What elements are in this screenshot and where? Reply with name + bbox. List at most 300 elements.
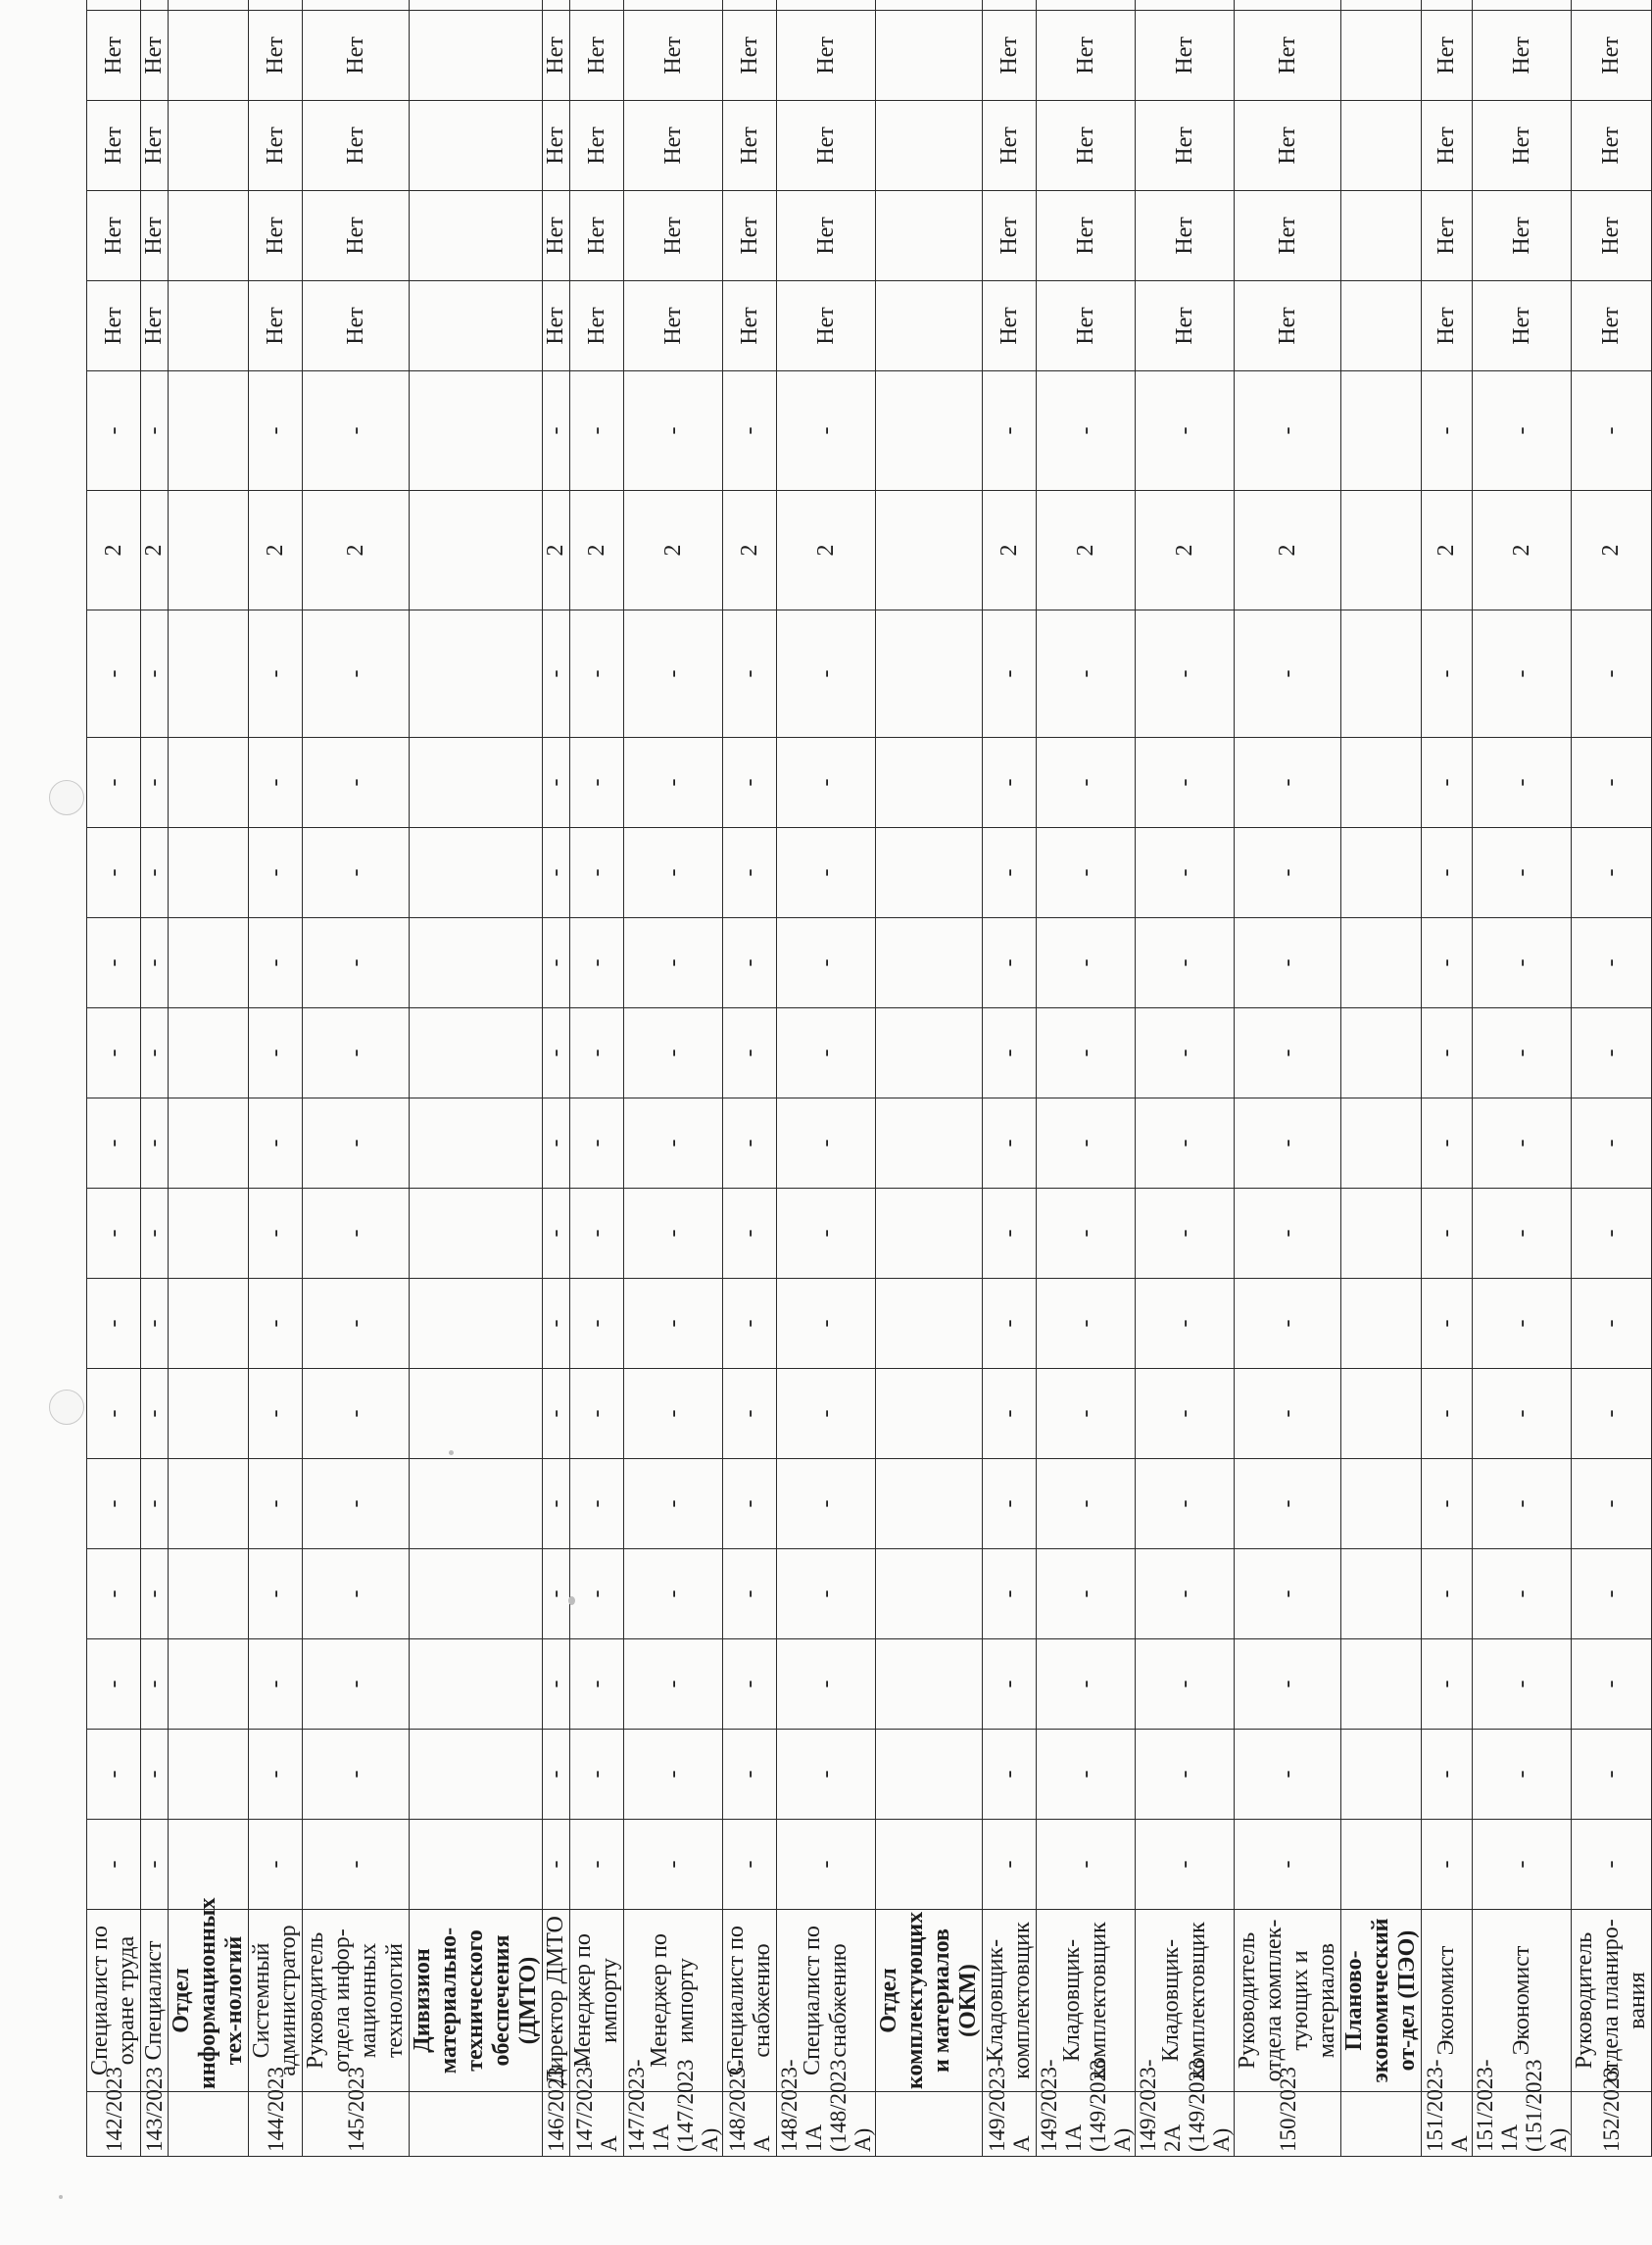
value-cell: - [1572, 1820, 1652, 1910]
value-cell: - [777, 1369, 876, 1459]
value-cell: 2 [1422, 491, 1473, 610]
row-number: 148/2023-А [723, 2092, 777, 2157]
value-cell: Нет [303, 11, 410, 101]
value-cell [723, 0, 777, 11]
row-number: 142/2023 [87, 2092, 141, 2157]
value-cell: - [303, 1008, 410, 1098]
value-cell: - [777, 1279, 876, 1369]
value-cell [876, 191, 983, 281]
value-cell: - [570, 1008, 624, 1098]
value-cell: - [141, 1369, 169, 1459]
position-name: Специалист по охране труда [87, 1910, 141, 2092]
value-cell: Нет [983, 11, 1037, 101]
row-number: 147/2023-1А (147/2023 А) [624, 2092, 723, 2157]
value-cell: - [87, 1820, 141, 1910]
value-cell [1341, 828, 1422, 918]
value-cell: - [87, 1369, 141, 1459]
row-number: 152/2023 [1572, 2092, 1652, 2157]
value-cell: - [1037, 1279, 1136, 1369]
row-number: 145/2023 [303, 2092, 410, 2157]
value-cell: - [1572, 1549, 1652, 1639]
value-cell: Нет [141, 281, 169, 371]
value-cell: Нет [1235, 191, 1341, 281]
value-cell: Нет [87, 281, 141, 371]
value-cell: - [1235, 1730, 1341, 1820]
value-cell: Нет [543, 101, 570, 191]
value-cell: 2 [1473, 491, 1572, 610]
value-cell: - [1136, 828, 1235, 918]
value-cell: - [624, 1098, 723, 1189]
value-cell: - [1572, 738, 1652, 828]
value-cell: - [543, 1279, 570, 1369]
value-cell: Нет [777, 191, 876, 281]
value-cell: - [1037, 1820, 1136, 1910]
value-cell: - [303, 1098, 410, 1189]
table-row [87, 0, 141, 2157]
value-cell: - [141, 1459, 169, 1549]
value-cell: - [249, 1459, 303, 1549]
value-cell: - [249, 828, 303, 918]
value-cell: - [249, 1008, 303, 1098]
value-cell: - [777, 1820, 876, 1910]
value-cell: - [624, 918, 723, 1008]
position-name: Кладовщик-комплектовщик [1136, 1910, 1235, 2092]
value-cell: - [723, 1639, 777, 1730]
value-cell: - [723, 1549, 777, 1639]
value-cell [1235, 0, 1341, 11]
value-cell: - [141, 1279, 169, 1369]
value-cell [1341, 11, 1422, 101]
value-cell [1341, 1008, 1422, 1098]
value-cell: - [1422, 371, 1473, 491]
value-cell [1341, 101, 1422, 191]
value-cell: - [983, 1549, 1037, 1639]
row-number: 143/2023 [141, 2092, 169, 2157]
value-cell: - [87, 1639, 141, 1730]
value-cell: - [624, 1730, 723, 1820]
value-cell: - [983, 1189, 1037, 1279]
section-row [876, 0, 983, 2157]
value-cell: - [1422, 1369, 1473, 1459]
value-cell: 2 [570, 491, 624, 610]
value-cell: - [303, 1820, 410, 1910]
value-cell: Нет [1473, 191, 1572, 281]
value-cell: - [1235, 1820, 1341, 1910]
value-cell: - [1136, 1549, 1235, 1639]
value-cell: Нет [1572, 11, 1652, 101]
value-cell [410, 281, 543, 371]
value-cell [169, 610, 249, 738]
value-cell: Нет [1422, 281, 1473, 371]
value-cell: - [1422, 1730, 1473, 1820]
value-cell: - [141, 1098, 169, 1189]
value-cell [169, 491, 249, 610]
value-cell [303, 0, 410, 11]
value-cell: - [624, 1459, 723, 1549]
value-cell: - [87, 1549, 141, 1639]
value-cell: Нет [624, 191, 723, 281]
value-cell: - [1037, 371, 1136, 491]
value-cell: Нет [1037, 281, 1136, 371]
value-cell [169, 1279, 249, 1369]
value-cell [410, 491, 543, 610]
value-cell: - [141, 1639, 169, 1730]
value-cell [876, 101, 983, 191]
value-cell: - [624, 828, 723, 918]
value-cell: - [1572, 828, 1652, 918]
value-cell: - [1422, 1459, 1473, 1549]
table-row [983, 0, 1037, 2157]
value-cell: - [1473, 1189, 1572, 1279]
value-cell: Нет [249, 11, 303, 101]
value-cell [876, 1369, 983, 1459]
value-cell: - [723, 1459, 777, 1549]
row-number: 151/2023-А [1422, 2092, 1473, 2157]
value-cell [876, 828, 983, 918]
value-cell: - [1473, 1639, 1572, 1730]
value-cell [1341, 281, 1422, 371]
value-cell: - [983, 1279, 1037, 1369]
value-cell: - [723, 828, 777, 918]
value-cell [410, 918, 543, 1008]
value-cell: - [543, 1369, 570, 1459]
value-cell: 2 [249, 491, 303, 610]
value-cell: - [777, 371, 876, 491]
value-cell: - [141, 1820, 169, 1910]
value-cell: Нет [723, 101, 777, 191]
value-cell: - [303, 610, 410, 738]
value-cell: - [1473, 1730, 1572, 1820]
value-cell: - [1037, 918, 1136, 1008]
value-cell: Нет [777, 281, 876, 371]
value-cell: - [1422, 1189, 1473, 1279]
value-cell [876, 1820, 983, 1910]
value-cell [169, 738, 249, 828]
value-cell [410, 1459, 543, 1549]
value-cell: Нет [249, 101, 303, 191]
value-cell: Нет [570, 281, 624, 371]
value-cell: Нет [983, 101, 1037, 191]
value-cell: - [983, 1459, 1037, 1549]
value-cell [876, 1730, 983, 1820]
value-cell: 2 [777, 491, 876, 610]
value-cell: - [1037, 1549, 1136, 1639]
table-row [249, 0, 303, 2157]
value-cell: - [543, 610, 570, 738]
value-cell: - [1037, 1098, 1136, 1189]
value-cell: - [624, 1189, 723, 1279]
value-cell [410, 738, 543, 828]
row-number [1341, 2092, 1422, 2157]
value-cell [1341, 1279, 1422, 1369]
value-cell: - [249, 1820, 303, 1910]
value-cell [169, 1369, 249, 1459]
value-cell: - [570, 1549, 624, 1639]
value-cell: - [1235, 1008, 1341, 1098]
value-cell: - [1473, 738, 1572, 828]
department-heading: Отдел комплектующих и материалов (ОКМ) [876, 1910, 983, 2092]
department-heading: Дивизион материально-технического обеспечения (ДМТО) [410, 1910, 543, 2092]
value-cell: - [543, 1730, 570, 1820]
value-cell: - [1572, 1008, 1652, 1098]
value-cell: - [87, 1008, 141, 1098]
value-cell: 2 [983, 491, 1037, 610]
value-cell: Нет [1572, 191, 1652, 281]
position-name: Кладовщик-комплектовщик [1037, 1910, 1136, 2092]
value-cell: - [1572, 1459, 1652, 1549]
value-cell: - [1473, 610, 1572, 738]
value-cell: - [1037, 828, 1136, 918]
value-cell: Нет [303, 191, 410, 281]
row-number: 149/2023-1А (149/2023 А) [1037, 2092, 1136, 2157]
value-cell [87, 0, 141, 11]
position-name: Кладовщик-комплектовщик [983, 1910, 1037, 2092]
value-cell [410, 1189, 543, 1279]
value-cell: 2 [87, 491, 141, 610]
value-cell: Нет [570, 11, 624, 101]
value-cell: - [777, 1639, 876, 1730]
table-row [1422, 0, 1473, 2157]
value-cell [876, 1279, 983, 1369]
value-cell: Нет [1235, 281, 1341, 371]
value-cell: Нет [1235, 11, 1341, 101]
value-cell [249, 0, 303, 11]
value-cell: - [303, 738, 410, 828]
value-cell: - [543, 828, 570, 918]
value-cell: - [249, 1279, 303, 1369]
row-number [410, 2092, 543, 2157]
value-cell: - [1572, 1639, 1652, 1730]
value-cell [169, 1730, 249, 1820]
table-row [543, 0, 570, 2157]
value-cell: - [570, 1730, 624, 1820]
value-cell [876, 1549, 983, 1639]
value-cell: - [723, 1369, 777, 1459]
table-row [141, 0, 169, 2157]
value-cell: - [624, 1008, 723, 1098]
value-cell [876, 0, 983, 11]
value-cell: - [141, 918, 169, 1008]
value-cell [169, 1459, 249, 1549]
value-cell [1341, 1820, 1422, 1910]
value-cell: - [983, 1639, 1037, 1730]
value-cell: - [1136, 1008, 1235, 1098]
value-cell: - [249, 918, 303, 1008]
row-number: 149/2023-А [983, 2092, 1037, 2157]
value-cell: - [624, 1820, 723, 1910]
value-cell: - [723, 738, 777, 828]
punch-hole-top [49, 780, 84, 815]
value-cell: Нет [1422, 191, 1473, 281]
value-cell: 2 [1037, 491, 1136, 610]
value-cell: Нет [1037, 11, 1136, 101]
value-cell: - [303, 1189, 410, 1279]
value-cell: - [777, 738, 876, 828]
value-cell: - [87, 1730, 141, 1820]
value-cell: - [543, 1008, 570, 1098]
table-row [1136, 0, 1235, 2157]
value-cell: - [249, 610, 303, 738]
value-cell [876, 738, 983, 828]
value-cell: - [249, 1549, 303, 1639]
value-cell: - [624, 1279, 723, 1369]
value-cell: - [983, 1369, 1037, 1459]
position-name: Менеджер по импорту [624, 1910, 723, 2092]
value-cell [410, 1730, 543, 1820]
value-cell: - [1235, 1098, 1341, 1189]
row-number: 147/2023-А [570, 2092, 624, 2157]
value-cell [876, 1189, 983, 1279]
value-cell: - [543, 1098, 570, 1189]
value-cell: - [141, 828, 169, 918]
value-cell: - [1136, 1730, 1235, 1820]
value-cell: - [983, 371, 1037, 491]
value-cell: - [1572, 918, 1652, 1008]
value-cell [410, 371, 543, 491]
value-cell [876, 11, 983, 101]
value-cell: - [1235, 1549, 1341, 1639]
value-cell: Нет [1473, 11, 1572, 101]
value-cell: - [723, 1098, 777, 1189]
value-cell: - [1422, 1820, 1473, 1910]
value-cell [1422, 0, 1473, 11]
value-cell: Нет [1136, 191, 1235, 281]
value-cell: - [1136, 738, 1235, 828]
value-cell [876, 1639, 983, 1730]
value-cell [410, 101, 543, 191]
value-cell: - [983, 1098, 1037, 1189]
value-cell: 2 [1235, 491, 1341, 610]
value-cell [1341, 1098, 1422, 1189]
value-cell: - [777, 610, 876, 738]
value-cell: - [570, 610, 624, 738]
value-cell [570, 0, 624, 11]
value-cell [410, 191, 543, 281]
position-name: Экономист [1422, 1910, 1473, 2092]
value-cell [1341, 610, 1422, 738]
value-cell: - [983, 1730, 1037, 1820]
value-cell: - [624, 1639, 723, 1730]
value-cell: - [1572, 1279, 1652, 1369]
value-cell [1341, 371, 1422, 491]
section-row [410, 0, 543, 2157]
value-cell: - [87, 1189, 141, 1279]
value-cell: - [141, 738, 169, 828]
value-cell: - [249, 1639, 303, 1730]
value-cell: - [1572, 371, 1652, 491]
value-cell: - [87, 1279, 141, 1369]
value-cell: Нет [303, 101, 410, 191]
value-cell: - [303, 1279, 410, 1369]
value-cell [1341, 1189, 1422, 1279]
value-cell [169, 101, 249, 191]
value-cell: 2 [1572, 491, 1652, 610]
value-cell [1341, 918, 1422, 1008]
table-body [87, 0, 1652, 2157]
scan-speck [568, 1596, 575, 1605]
value-cell: - [983, 738, 1037, 828]
value-cell: - [777, 918, 876, 1008]
value-cell: - [1473, 1459, 1572, 1549]
value-cell: - [1572, 1098, 1652, 1189]
value-cell: - [1572, 1369, 1652, 1459]
value-cell: - [249, 738, 303, 828]
value-cell [410, 1279, 543, 1369]
value-cell: - [1136, 610, 1235, 738]
value-cell: Нет [723, 281, 777, 371]
position-name: Менеджер по импорту [570, 1910, 624, 2092]
value-cell: - [249, 1730, 303, 1820]
value-cell: - [1037, 1008, 1136, 1098]
value-cell: - [141, 1008, 169, 1098]
table-row [723, 0, 777, 2157]
value-cell: - [983, 828, 1037, 918]
value-cell [1341, 1369, 1422, 1459]
value-cell [169, 918, 249, 1008]
value-cell [1341, 491, 1422, 610]
value-cell: Нет [983, 191, 1037, 281]
value-cell: - [303, 828, 410, 918]
value-cell: - [141, 1189, 169, 1279]
value-cell: Нет [1473, 101, 1572, 191]
value-cell: - [1136, 1279, 1235, 1369]
value-cell [169, 371, 249, 491]
position-name: Директор ДМТО [543, 1910, 570, 2092]
position-name: Руководитель отдела комплек-тующих и материалов [1235, 1910, 1341, 2092]
value-cell: - [1422, 1098, 1473, 1189]
value-cell: Нет [983, 281, 1037, 371]
value-cell: - [87, 610, 141, 738]
value-cell: Нет [1136, 11, 1235, 101]
value-cell: Нет [1136, 101, 1235, 191]
value-cell: - [1037, 1639, 1136, 1730]
value-cell: - [723, 1730, 777, 1820]
value-cell: 2 [303, 491, 410, 610]
value-cell: - [1136, 1189, 1235, 1279]
value-cell [1341, 0, 1422, 11]
value-cell [141, 0, 169, 11]
value-cell: - [303, 1639, 410, 1730]
value-cell [876, 1008, 983, 1098]
value-cell [169, 281, 249, 371]
value-cell: - [303, 371, 410, 491]
value-cell [876, 281, 983, 371]
value-cell [169, 1189, 249, 1279]
value-cell: Нет [87, 191, 141, 281]
value-cell: Нет [87, 101, 141, 191]
value-cell [1341, 1549, 1422, 1639]
value-cell: - [303, 1369, 410, 1459]
value-cell: - [87, 1459, 141, 1549]
value-cell: Нет [1235, 101, 1341, 191]
value-cell [169, 1820, 249, 1910]
table-row [303, 0, 410, 2157]
value-cell: - [723, 918, 777, 1008]
value-cell [876, 918, 983, 1008]
value-cell: - [1037, 610, 1136, 738]
value-cell: - [303, 1459, 410, 1549]
value-cell: Нет [624, 101, 723, 191]
value-cell [1341, 1730, 1422, 1820]
row-number: 146/2023 [543, 2092, 570, 2157]
position-name: Руководитель отдела инфор-мационных технологий [303, 1910, 410, 2092]
value-cell [1341, 191, 1422, 281]
value-cell: - [1422, 1549, 1473, 1639]
value-cell: - [1235, 828, 1341, 918]
table-row [1235, 0, 1341, 2157]
row-number: 150/2023 [1235, 2092, 1341, 2157]
row-number: 144/2023 [249, 2092, 303, 2157]
